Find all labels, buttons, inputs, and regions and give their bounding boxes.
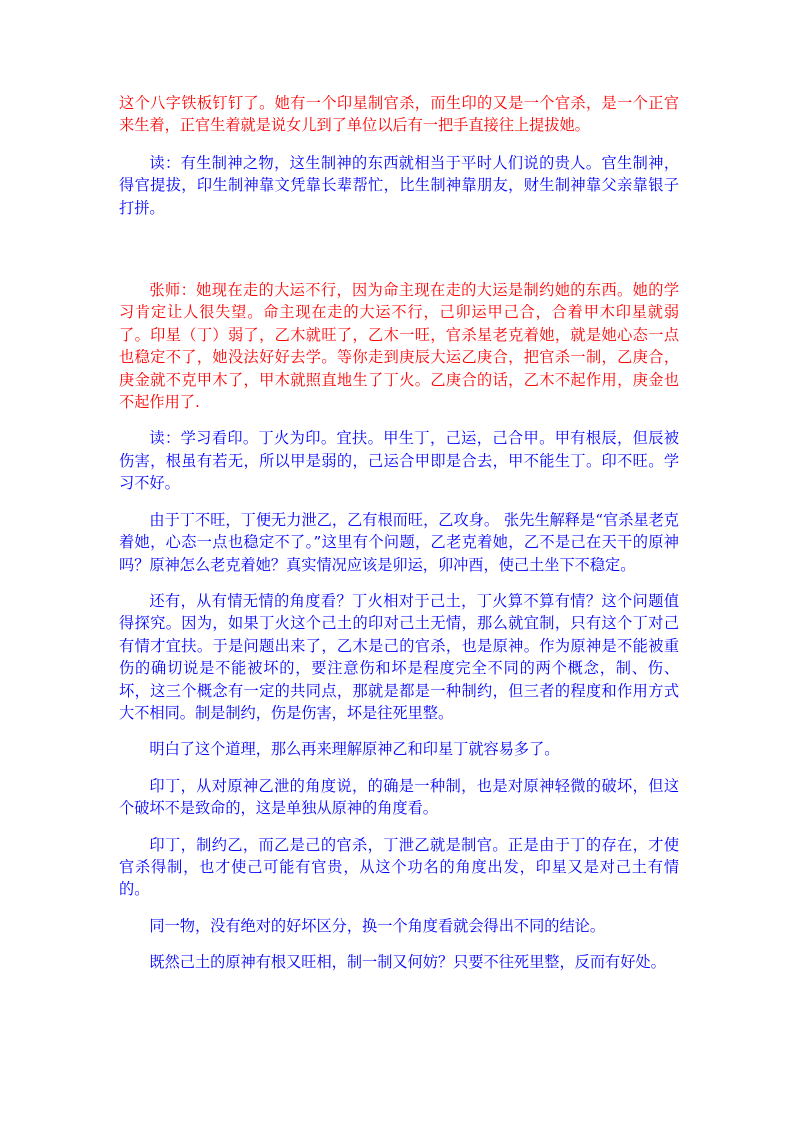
paragraph-9: 印丁，制约乙，而乙是己的官杀，丁泄乙就是制官。正是由于丁的存在，才使官杀得制，也才使己可能有官贵，从这个功名的角度出发，印星又是对己土有情的。 [119, 835, 679, 899]
paragraph-5: 由于丁不旺，丁便无力泄乙，乙有根而旺，乙攻身。 张先生解释是“官杀星老克着她，心态一点也稳定不了。”这里有个问题，乙老克着她，乙不是己在天干的原神吗？原神怎么老克着她？真实情况应该是卯运，卯冲酉，使己土坐下不稳定。 [119, 510, 679, 574]
paragraph-3: 张师：她现在走的大运不行，因为命主现在走的大运是制约她的东西。她的学习肯定让人很失望。命主现在走的大运不行，己卯运甲己合，合着甲木印星就弱了。印星（丁）弱了，乙木就旺了，乙木一旺，官杀星老克着她，就是她心态一点也稳定不了，她没法好好去学。等你走到庚辰大运乙庚合，把官杀一制，乙庚合，庚金就不克甲木了，甲木就照直地生了丁火。乙庚合的话，乙木不起作用，庚金也不起作用了. [119, 281, 679, 412]
paragraph-1: 这个八字铁板钉钉了。她有一个印星制官杀，而生印的又是一个官杀，是一个正官来生着，正官生着就是说女儿到了单位以后有一把手直接往上提拔她。 [119, 94, 679, 135]
document-page [119, 92, 679, 974]
paragraph-10: 同一物，没有绝对的好坏区分，换一个角度看就会得出不同的结论。 [149, 916, 606, 935]
paragraph-6: 还有，从有情无情的角度看？丁火相对于己土，丁火算不算有情？这个问题值得探究。因为，如果丁火这个己土的印对己土无情，那么就宜制，只有这个丁对己有情才宜扶。于是问题出来了，乙木是己的官杀，也是原神。作为原神是不能被重伤的确切说是不能被坏的，要注意伤和坏是程度完全不同的两个概念，制、伤、坏，这三个概念有一定的共同点，那就是都是一种制约，但三者的程度和作用方式大不相同。制是制约，伤是伤害，坏是往死里整。 [119, 591, 679, 722]
paragraph-2: 读：有生制神之物，这生制神的东西就相当于平时人们说的贵人。官生制神，得官提拔，印生制神靠文凭靠长辈帮忙，比生制神靠朋友，财生制神靠父亲靠银子打拼。 [119, 153, 679, 217]
paragraph-4: 读：学习看印。丁火为印。宜扶。甲生丁，己运，己合甲。甲有根辰，但辰被伤害，根虽有若无，所以甲是弱的，己运合甲即是合去，甲不能生丁。印不旺。学习不好。 [119, 429, 679, 493]
paragraph-8: 印丁，从对原神乙泄的角度说，的确是一种制，也是对原神轻微的破坏，但这个破坏不是致命的，这是单独从原神的角度看。 [119, 776, 679, 818]
paragraph-7: 明白了这个道理，那么再来理解原神乙和印星丁就容易多了。 [149, 740, 560, 759]
paragraph-11: 既然己土的原神有根又旺相，制一制又何妨？只要不往死里整，反而有好处。 [149, 953, 666, 972]
